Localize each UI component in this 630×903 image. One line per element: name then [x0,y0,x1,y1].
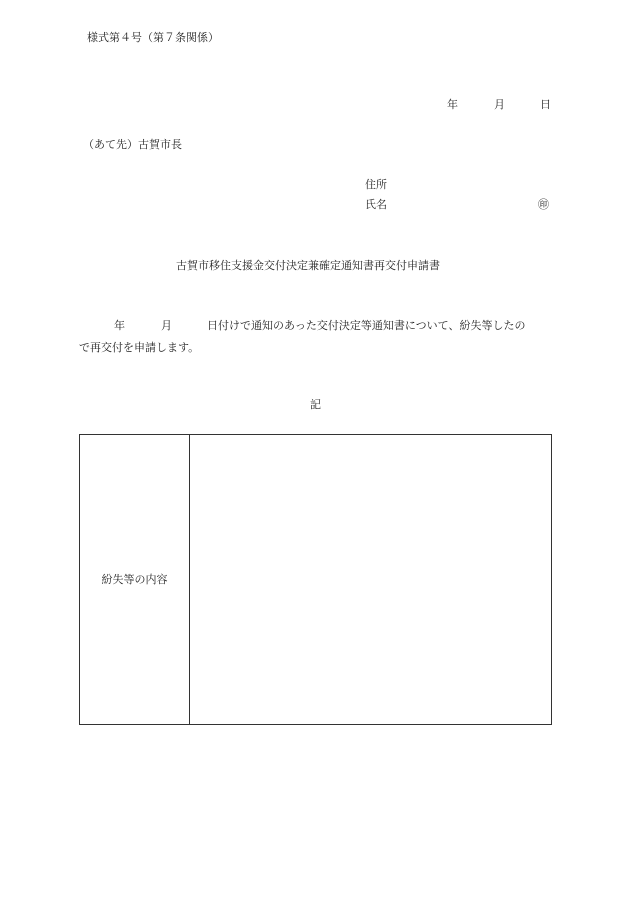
body-line2: で再交付を申請します。 [79,341,200,354]
seal-mark: ㊞ [538,198,549,211]
form-number: 様式第４号（第７条関係） [87,31,219,44]
loss-details-label: 紛失等の内容 [101,573,168,586]
document-title: 古賀市移住支援金交付決定兼確定通知書再交付申請書 [176,259,440,272]
address-label: 住所 [365,178,387,191]
date-month: 月 [494,98,505,111]
body-month: 月 [161,319,172,332]
date-year: 年 [447,98,458,111]
addressee: （あて先）古賀市長 [83,138,182,151]
body-line1: 日付けで通知のあった交付決定等通知書について、紛失等したの [207,319,526,332]
loss-details-table [79,434,552,725]
loss-details-field[interactable] [190,435,551,724]
body-year: 年 [114,319,125,332]
ki-heading: 記 [310,398,321,411]
name-label: 氏名 [365,198,387,211]
date-day: 日 [540,98,551,111]
